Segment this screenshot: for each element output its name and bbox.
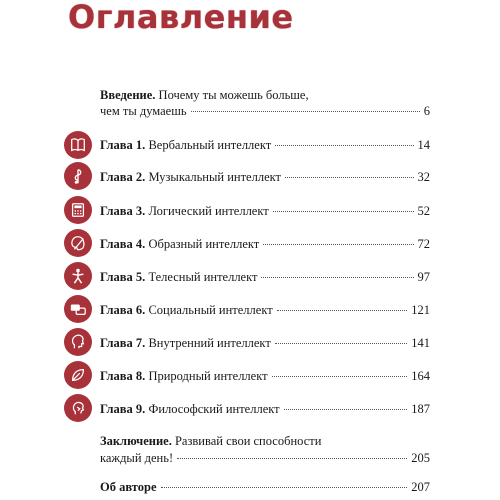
chapter-label: Глава 2. xyxy=(100,170,146,184)
toc-entry-chapter-2[interactable] xyxy=(100,170,430,185)
toc-entry-chapter-6[interactable] xyxy=(100,303,430,318)
chapter-title: Музыкальный интеллект xyxy=(145,170,281,184)
dot-leader xyxy=(161,487,408,488)
dot-leader xyxy=(284,409,408,410)
toc-entry-chapter-5[interactable] xyxy=(100,270,430,285)
conclusion-title-part2: каждый день! xyxy=(100,451,174,465)
dot-leader xyxy=(191,111,420,112)
music-icon xyxy=(64,162,92,190)
dot-leader xyxy=(285,177,414,178)
chapter-label: Глава 6. xyxy=(100,303,146,317)
toc-entry-chapter-8[interactable] xyxy=(100,369,430,384)
thinker-icon xyxy=(64,394,92,422)
head-icon xyxy=(64,328,92,356)
page-number: 207 xyxy=(411,480,430,494)
chapter-label: Глава 4. xyxy=(100,237,146,251)
toc-entry-conclusion[interactable] xyxy=(100,451,430,466)
page-number: 121 xyxy=(411,303,430,317)
page-number: 187 xyxy=(411,402,430,416)
page-number: 141 xyxy=(411,336,430,350)
dot-leader xyxy=(275,145,413,146)
toc-entry-chapter-3[interactable] xyxy=(100,204,430,219)
toc-entry-intro[interactable] xyxy=(100,104,430,119)
page-number: 6 xyxy=(423,104,430,118)
chapter-title: Образный интеллект xyxy=(145,237,260,251)
chapter-title: Философский интеллект xyxy=(145,402,280,416)
intro-title-part1: Почему ты можешь больше, xyxy=(155,88,309,102)
chapter-title: Природный интеллект xyxy=(145,369,268,383)
dot-leader xyxy=(275,343,407,344)
dot-leader xyxy=(273,211,414,212)
about-label: Об авторе xyxy=(100,480,157,494)
intro-label: Введение. xyxy=(100,88,156,102)
calculator-icon xyxy=(64,196,92,224)
leaf-icon xyxy=(64,361,92,389)
dot-leader xyxy=(261,277,413,278)
page-number: 164 xyxy=(411,369,430,383)
chapter-label: Глава 1. xyxy=(100,138,146,152)
chapter-label: Глава 3. xyxy=(100,204,146,218)
page-title: Оглавление xyxy=(68,0,294,36)
page-number: 205 xyxy=(411,451,430,465)
page-number: 52 xyxy=(417,204,430,218)
body-icon xyxy=(64,262,92,290)
book-icon xyxy=(64,131,92,159)
dot-leader xyxy=(263,244,413,245)
page-number: 72 xyxy=(417,237,430,251)
toc-entry-chapter-9[interactable] xyxy=(100,402,430,417)
dot-leader xyxy=(277,310,408,311)
chapter-label: Глава 5. xyxy=(100,270,146,284)
page-number: 32 xyxy=(417,170,430,184)
chapter-title: Внутренний интеллект xyxy=(145,336,271,350)
intro-line1[interactable] xyxy=(100,88,309,103)
chapter-label: Глава 8. xyxy=(100,369,146,383)
toc-entry-chapter-7[interactable] xyxy=(100,336,430,351)
chapter-title: Вербальный интеллект xyxy=(145,138,272,152)
toc-entry-about[interactable] xyxy=(100,480,430,495)
chapter-label: Глава 9. xyxy=(100,402,146,416)
dot-leader xyxy=(177,458,407,459)
page-number: 14 xyxy=(417,138,430,152)
conclusion-title-part1: Развивай свои способности xyxy=(171,434,322,448)
chapter-title: Телесный интеллект xyxy=(145,270,258,284)
chapter-title: Социальный интеллект xyxy=(145,303,273,317)
page-number: 97 xyxy=(417,270,430,284)
conclusion-label: Заключение. xyxy=(100,434,172,448)
dot-leader xyxy=(272,376,408,377)
conclusion-line1[interactable] xyxy=(100,434,321,449)
toc-entry-chapter-1[interactable] xyxy=(100,138,430,153)
chapter-title: Логический интеллект xyxy=(145,204,269,218)
intro-title-part2: чем ты думаешь xyxy=(100,104,187,118)
toc-entry-chapter-4[interactable] xyxy=(100,237,430,252)
chapter-label: Глава 7. xyxy=(100,336,146,350)
chat-icon xyxy=(64,295,92,323)
palette-icon xyxy=(64,229,92,257)
